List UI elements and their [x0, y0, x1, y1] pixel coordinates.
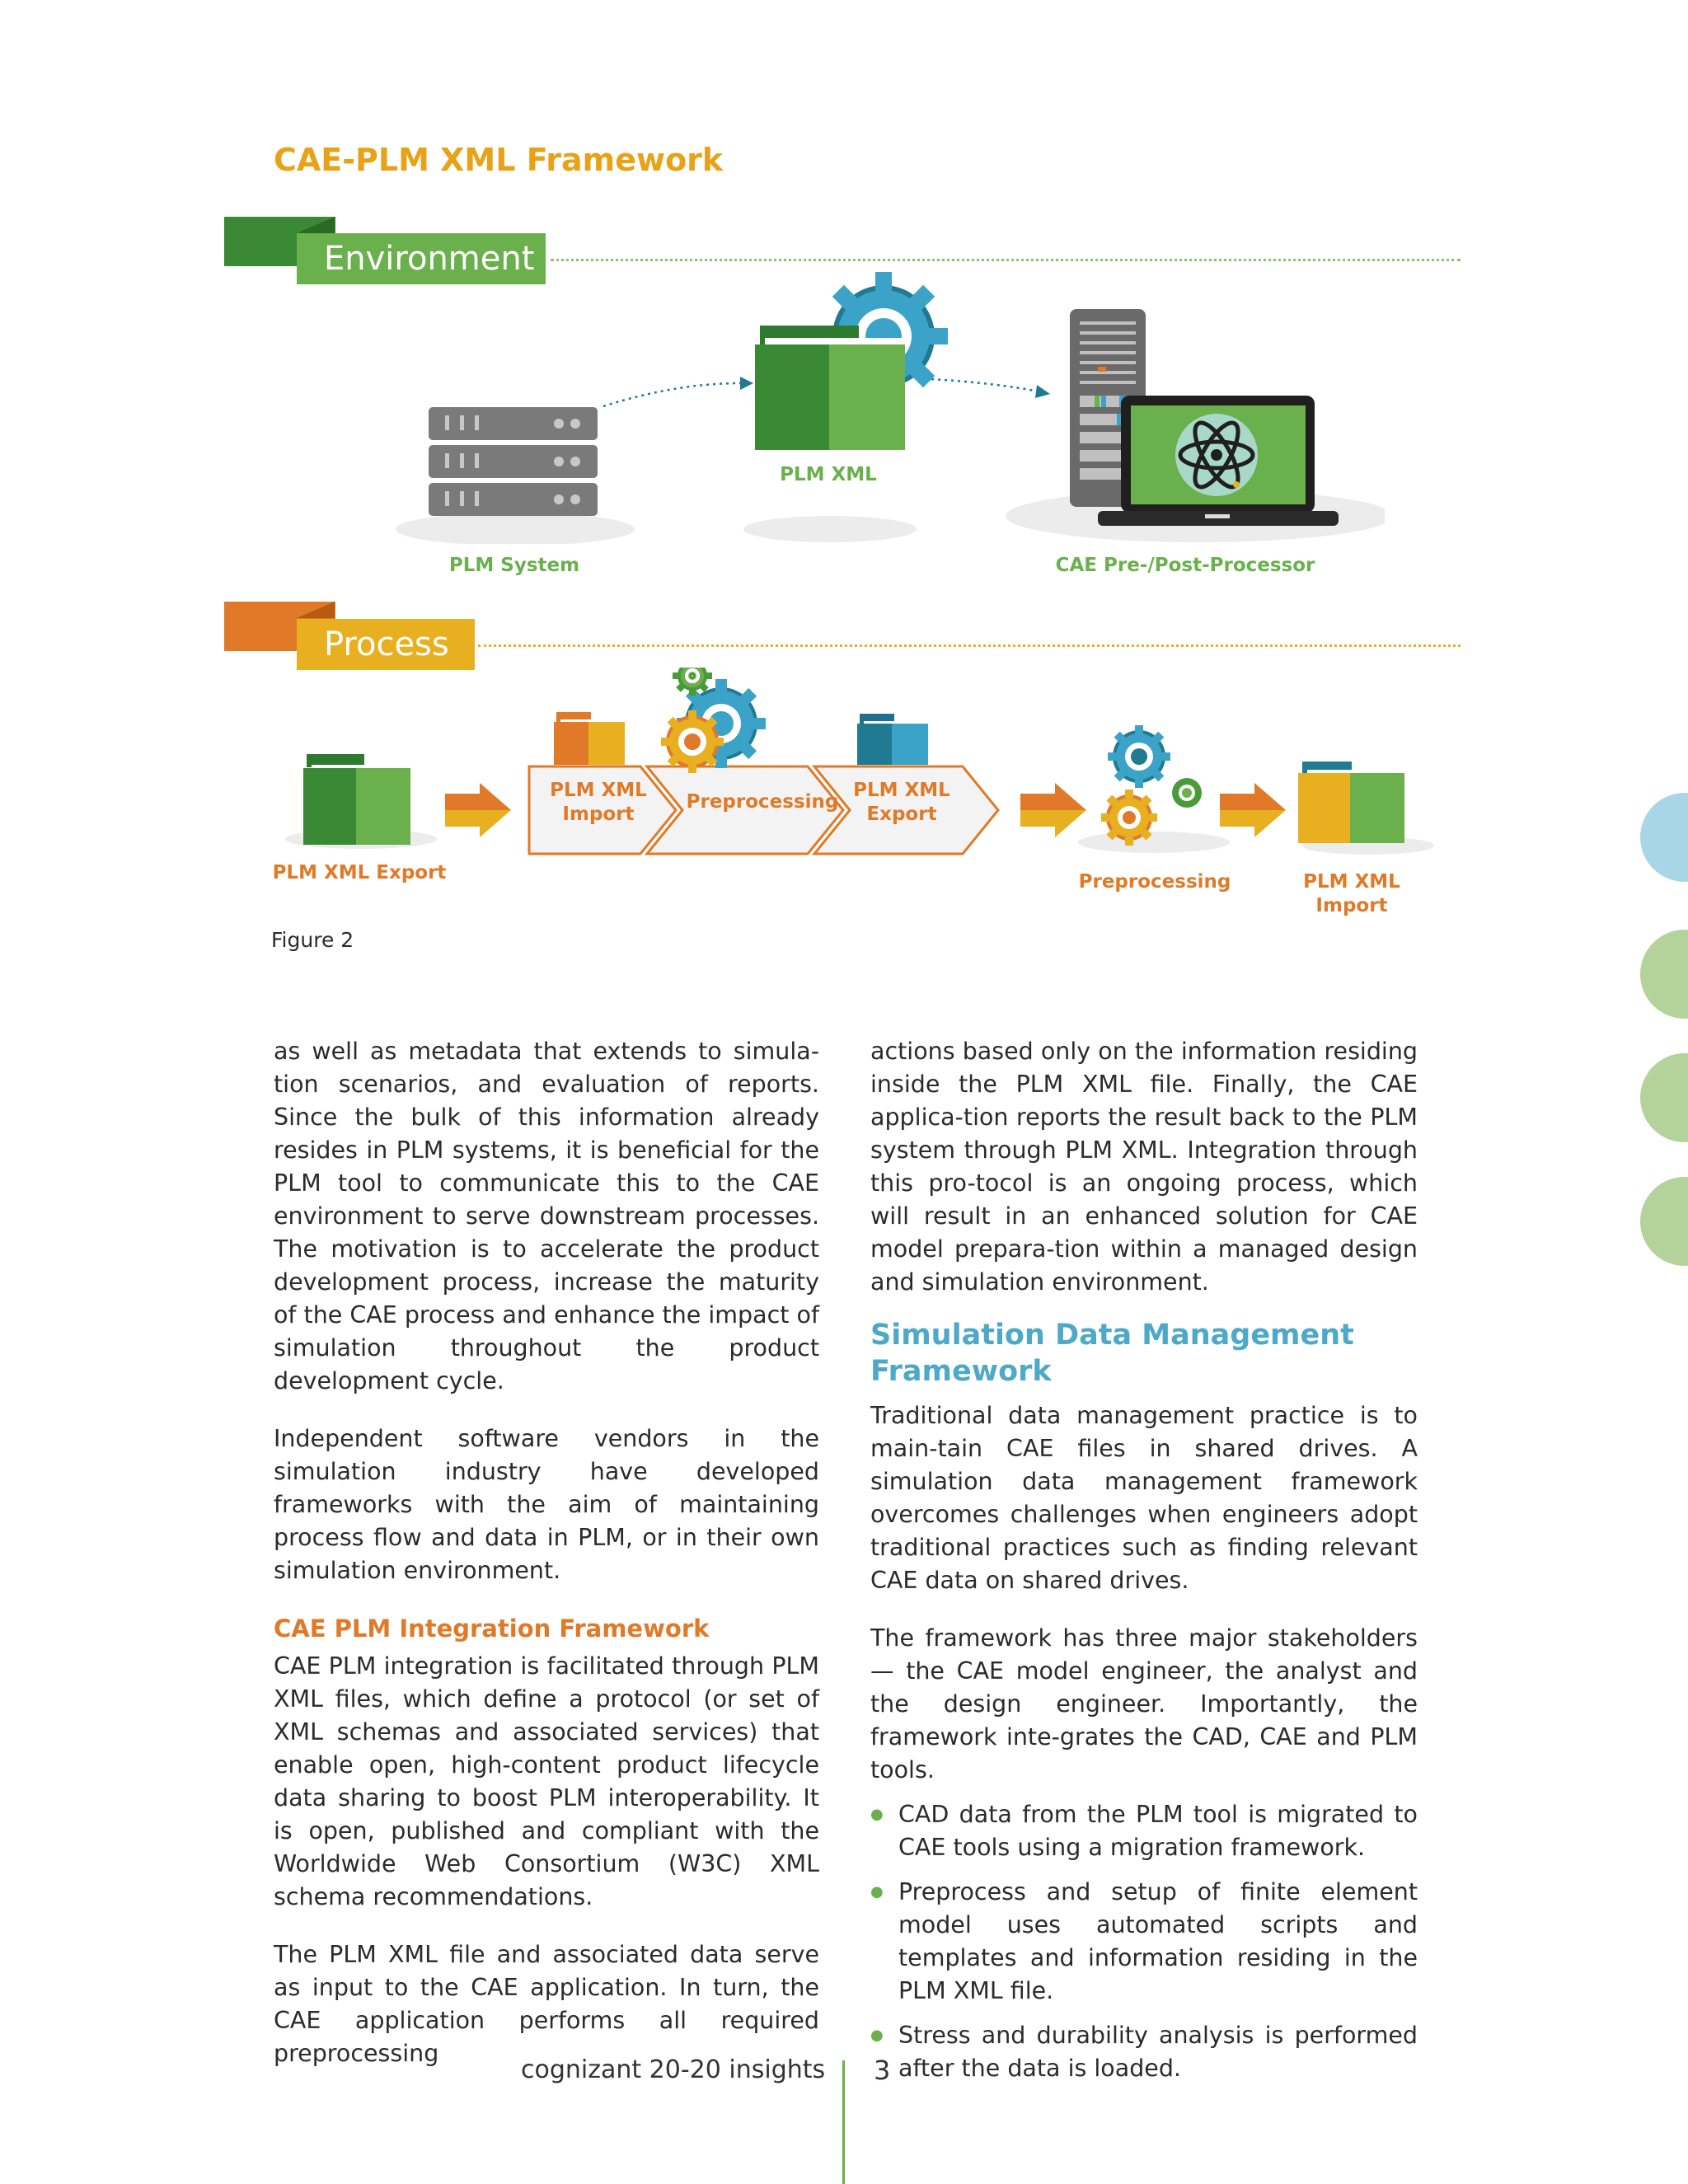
chevron-plm-xml-export-line2: Export: [866, 804, 937, 825]
side-circle-green-2: [1640, 1053, 1688, 1142]
environment-dotted-rule: [551, 259, 1461, 261]
environment-illustration: [387, 272, 1385, 544]
plm-system-label: PLM System: [448, 555, 580, 576]
sdm-heading-line2: Framework: [870, 1355, 1052, 1388]
figure-title: CAE-PLM XML Framework: [274, 142, 724, 178]
sdm-heading-line1: Simulation Data Management: [870, 1319, 1354, 1352]
right-paragraph-1: actions based only on the information residing inside the PLM XML file. Finally, the CAE applica-tion reports the result back to the PLM system through PLM XML. Integration through this pro-tocol is an ongoing process, which will result in an enhanced solution for CAE model prepara-tion within a managed design and simulation environment.: [870, 1038, 1418, 1296]
left-paragraph-4: The PLM XML file and associated data serve as input to the CAE application. In turn, the CAE application performs all required preprocessing: [274, 1941, 819, 2067]
page-number: 3: [874, 2055, 891, 2086]
process-band-label: Process: [297, 619, 475, 670]
side-circle-green-1: [1640, 930, 1688, 1019]
process-illustration: [264, 668, 1434, 857]
bullet-item: ● CAD data from the PLM tool is migrated to CAE tools using a migration framework.: [870, 1798, 1418, 1864]
side-circle-green-3: [1640, 1177, 1688, 1266]
chevron-plm-xml-import-line1: PLM XML: [550, 780, 647, 801]
plm-xml-label: PLM XML: [780, 464, 877, 485]
cae-workstation-icon: [1006, 309, 1385, 542]
plm-xml-import-label-line1: PLM XML: [1303, 871, 1400, 893]
server-stack-icon: [396, 407, 635, 544]
process-band-fold: [297, 602, 335, 618]
environment-band-fold: [297, 217, 335, 233]
bullet-item: ● Stress and durability analysis is performed after the data is loaded.: [870, 2019, 1418, 2085]
side-circle-blue: [1640, 793, 1688, 882]
right-paragraph-2: Traditional data management practice is to main-tain CAE files in shared drives. A simulation data management framework overcomes challenges when engineers adopt traditional practices such as finding relevant CAE data on shared drives.: [870, 1402, 1418, 1594]
bullet-item: ● Preprocess and setup of finite element model uses automated scripts and templates and information residing in the PLM XML file.: [870, 1876, 1418, 2008]
sdm-heading: [870, 1317, 1418, 1390]
footer-brand: cognizant 20-20 insights: [521, 2055, 826, 2084]
footer-divider: [842, 2060, 845, 2184]
preprocessing-label: Preprocessing: [1078, 871, 1231, 893]
stakeholder-bullet-list: [870, 1798, 1418, 2085]
left-paragraph-1: as well as metadata that extends to simula-tion scenarios, and evaluation of reports. Since the bulk of this information already resides in PLM systems, it is beneficial for the PLM tool to communicate this to the CAE environment to serve downstream processes. The motivation is to accelerate the product development process, increase the maturity of the CAE process and enhance the impact of simulation throughout the product development cycle.: [274, 1038, 819, 1394]
process-dotted-rule: [478, 644, 1461, 647]
plm-xml-import-label-line2: Import: [1315, 895, 1388, 916]
chevron-plm-xml-export-line1: PLM XML: [853, 780, 950, 801]
environment-band-label: Environment: [297, 233, 546, 284]
figure-caption: Figure 2: [271, 928, 354, 952]
cae-plm-integration-heading: CAE PLM Integration Framework: [274, 1615, 710, 1643]
left-paragraph-2: Independent software vendors in the simulation industry have developed frameworks with the aim of maintaining process flow and data in PLM, or in their own simulation environment.: [274, 1425, 819, 1584]
plm-xml-export-label: PLM XML Export: [272, 862, 447, 883]
left-column: [274, 1035, 819, 2070]
plm-xml-folder-icon: [743, 272, 948, 542]
right-column: [870, 1035, 1418, 2097]
chevron-preprocessing: Preprocessing: [686, 791, 839, 813]
cae-processor-label: CAE Pre-/Post-Processor: [1055, 555, 1315, 576]
export-folder-icon: [285, 754, 437, 849]
left-paragraph-3: CAE PLM integration is facilitated through PLM XML files, which define a protocol (or set of XML schemas and associated services) that enable open, high-content product lifecycle data sharing to boost PLM interoperability. It is open, published and compliant with the Worldwide Web Consortium (W3C) XML schema recommendations.: [274, 1652, 819, 1910]
right-paragraph-3: The framework has three major stakeholders — the CAE model engineer, the analyst and the design engineer. Importantly, the framework inte-grates the CAD, CAE and PLM tools.: [870, 1624, 1418, 1783]
chevron-plm-xml-import-line2: Import: [562, 804, 635, 825]
